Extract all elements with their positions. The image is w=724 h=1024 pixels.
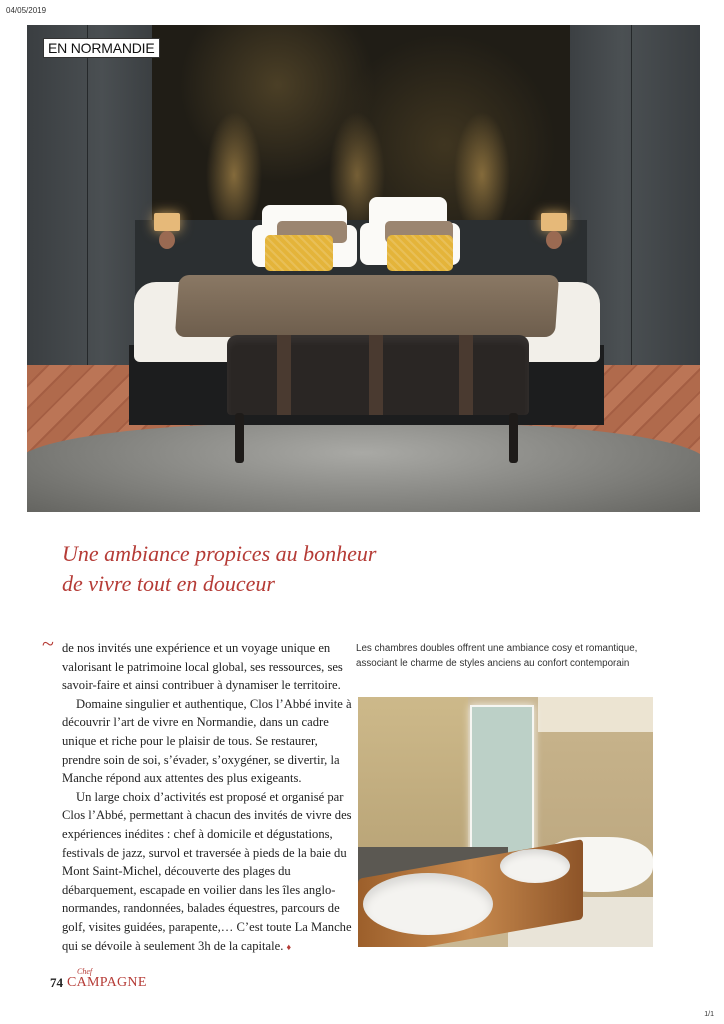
bedroom-photo	[27, 25, 700, 512]
continuation-mark: ~	[42, 631, 54, 656]
concrete-wall	[358, 697, 468, 862]
bench-leg	[235, 413, 244, 463]
right-lamp	[539, 213, 569, 253]
article-body	[62, 639, 352, 956]
headline-line-1: Une ambiance propices au bonheur	[62, 541, 377, 566]
photo-caption	[356, 641, 656, 671]
logo-big: CAMPAGNE	[67, 975, 147, 990]
bathroom-photo	[358, 697, 653, 947]
headline-line-2: de vivre tout en douceur	[62, 571, 275, 596]
yellow-cushion	[265, 235, 333, 271]
washbasin	[363, 873, 493, 935]
yellow-cushion	[387, 235, 453, 271]
trunk-bench	[227, 335, 529, 415]
section-label: EN NORMANDIE	[43, 38, 160, 58]
print-date: 04/05/2019	[6, 6, 47, 15]
paragraph: de nos invités une expérience et un voyage unique en valorisant le patrimoine local global, ses ressources, ses savoir-faire et ainsi contribuer à dynamiser le territoire.	[62, 641, 343, 693]
washbasin	[500, 849, 570, 883]
left-lamp	[152, 213, 182, 253]
caption-line-1: Les chambres doubles offrent une ambiance cosy et romantique,	[356, 643, 638, 654]
wardrobe-door-line	[631, 25, 632, 365]
pagination: 1/1	[704, 1011, 714, 1018]
article-headline	[62, 539, 462, 599]
feature-wallpaper	[152, 25, 570, 225]
bench-leg	[509, 413, 518, 463]
paragraph	[62, 788, 352, 956]
end-mark: ♦	[286, 941, 292, 952]
paragraph: Domaine singulier et authentique, Clos l’Abbé invite à découvrir l’art de vivre en Normandie, dans un cadre unique et riche pour le plaisir de tous. Se restaurer, prendre soin de soi, s’évader, s’oxygéner, se divertir, la Manche répond aux attentes des plus exigeants.	[62, 696, 352, 786]
wardrobe-door-line	[87, 25, 88, 365]
lit-mirror	[470, 705, 534, 859]
caption-line-2: associant le charme de styles anciens au confort contemporain	[356, 658, 630, 669]
logo-small: Chef	[77, 967, 93, 976]
paragraph-text: Un large choix d’activités est proposé et organisé par Clos l’Abbé, permettant à chacun des invités de vivre des expériences inédites : chef à domicile et dégustations, festivals de jazz, survol et traversée à pieds de la baie du Mont Saint-Michel, découverte des plages du débarquement, escapade en voilier dans les îles anglo-normandes, randonnées, balades équestres, parcours de golf, visites guidées, parapente,… C’est toute La Manche qui se dévoile à seulement 3h de la capitale.	[62, 789, 352, 953]
page-number: 74	[50, 975, 63, 990]
fur-rug	[27, 423, 700, 512]
bed-throw	[175, 275, 559, 337]
